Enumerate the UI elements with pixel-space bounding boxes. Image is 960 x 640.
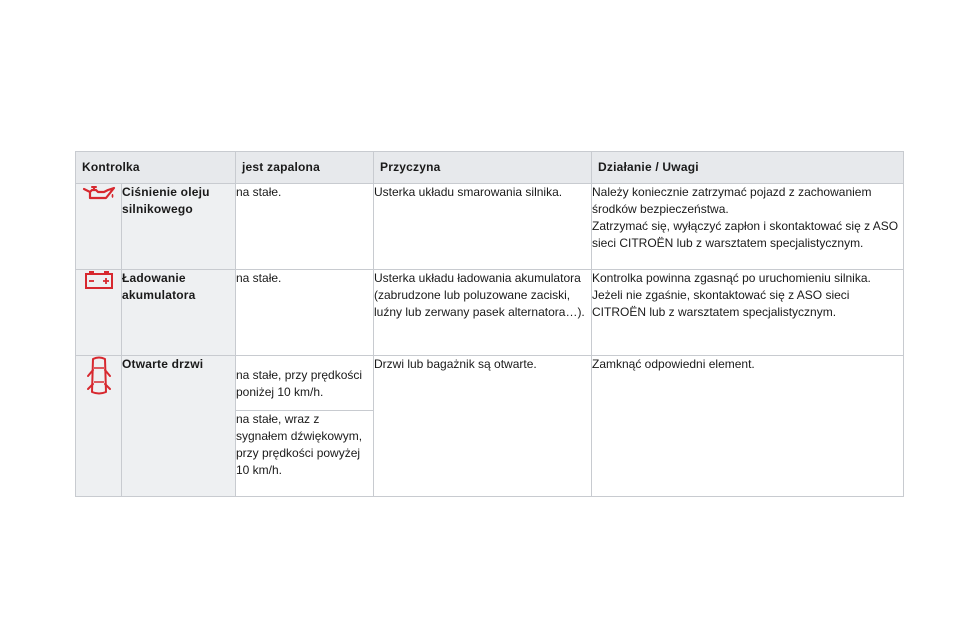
battery-action: Kontrolka powinna zgasnąć po uruchomieniu silnika. Jeżeli nie zgaśnie, skontaktować się z ASO sieci CITROËN lub z warsztatem specjalistycznym.	[592, 270, 904, 356]
oil-pressure-label: Ciśnienie oleju silnikowego	[122, 184, 236, 270]
door-condition-low-speed: na stałe, przy prędkości poniżej 10 km/h.	[236, 356, 374, 411]
warning-lights-table	[75, 151, 904, 497]
header-dzialanie: Działanie / Uwagi	[592, 152, 904, 184]
oil-action: Należy koniecznie zatrzymać pojazd z zachowaniem środków bezpieczeństwa. Zatrzymać się, wyłączyć zapłon i skontaktować się z ASO sieci CITROËN lub z warsztatem specjalistycznym.	[592, 184, 904, 270]
oil-cause: Usterka układu smarowania silnika.	[374, 184, 592, 270]
battery-charging-label: Ładowanie akumulatora	[122, 270, 236, 356]
battery-icon-cell	[76, 270, 122, 356]
door-cause: Drzwi lub bagażnik są otwarte.	[374, 356, 592, 497]
oil-condition: na stałe.	[236, 184, 374, 270]
car-door-open-icon	[86, 356, 112, 396]
table-header-row	[76, 152, 904, 184]
door-action: Zamknąć odpowiedni element.	[592, 356, 904, 497]
table-row-oil-pressure	[76, 184, 904, 270]
door-icon-cell	[76, 356, 122, 497]
header-jest-zapalona: jest zapalona	[236, 152, 374, 184]
table-row-battery	[76, 270, 904, 356]
header-kontrolka: Kontrolka	[76, 152, 236, 184]
oil-icon-cell	[76, 184, 122, 270]
battery-condition: na stałe.	[236, 270, 374, 356]
battery-icon	[84, 270, 114, 290]
oil-can-icon	[82, 184, 116, 202]
battery-cause: Usterka układu ładowania akumulatora (zabrudzone lub poluzowane zaciski, luźny lub zerwany pasek alternatora…).	[374, 270, 592, 356]
door-condition-high-speed: na stałe, wraz z sygnałem dźwiękowym, przy prędkości powyżej 10 km/h.	[236, 411, 374, 497]
door-open-label: Otwarte drzwi	[122, 356, 236, 497]
header-przyczyna: Przyczyna	[374, 152, 592, 184]
table-row-door-open-1	[76, 356, 904, 411]
